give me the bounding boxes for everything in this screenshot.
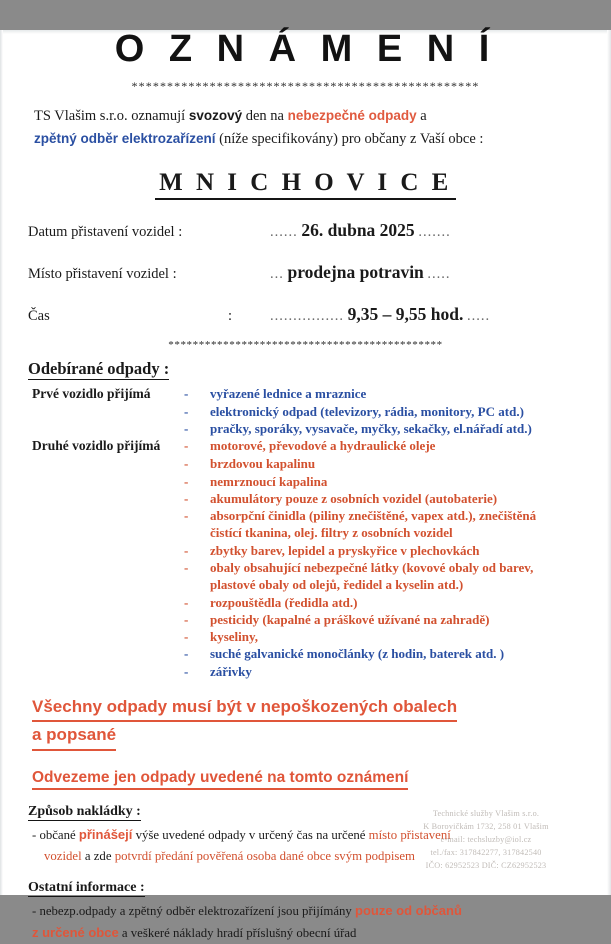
list-dash: -	[184, 542, 189, 558]
intro-emphasis-hazardous: nebezpečné odpady	[287, 107, 417, 123]
field-value-date	[270, 220, 583, 241]
intro-text-1: TS Vlašim s.r.o. oznamují	[34, 107, 186, 124]
waste-item-text: kyseliny,	[210, 629, 259, 645]
field-value-time-text: 9,35 – 9,55 hod.	[347, 303, 464, 324]
waste-row	[32, 559, 583, 594]
waste-item-text: nemrznoucí kapalina	[210, 473, 328, 489]
other-info-emphasis-citizens: pouze od občanů	[355, 903, 462, 919]
other-info-heading	[28, 880, 583, 896]
waste-list	[32, 385, 583, 680]
list-dash: -	[184, 560, 189, 576]
list-dash: -	[184, 456, 189, 472]
waste-row	[32, 385, 583, 403]
intro-emphasis-electro: zpětný odběr elektrozařízení	[34, 131, 216, 147]
waste-item-text: zářivky	[210, 663, 252, 679]
waste-item-text: zbytky barev, lepidel a pryskyřice v plechovkách	[210, 542, 480, 558]
waste-row	[32, 473, 583, 490]
waste-row	[32, 455, 583, 472]
waste-item-line-2: plastové obaly od olejů, ředidel a kyselin atd.)	[210, 577, 464, 593]
waste-row	[32, 628, 583, 645]
waste-row	[32, 507, 583, 542]
field-label-place: Místo přistavení vozidel :	[28, 265, 177, 282]
waste-item-text: elektronický odpad (televizory, rádia, monitory, PC atd.)	[210, 403, 524, 419]
dots-leader-time-after: .....	[466, 307, 491, 324]
waste-section-heading	[28, 359, 583, 379]
waste-item-text: motorové, převodové a hydraulické oleje	[210, 438, 436, 454]
other-info-line-2	[32, 922, 583, 944]
list-dash: -	[184, 508, 189, 524]
waste-item-text	[210, 507, 583, 542]
loading-method-heading-text: Způsob nakládky :	[28, 803, 141, 819]
stamp-ico-dic: IČO: 62952523 DIČ: CZ62952523	[425, 861, 547, 871]
waste-item-text: suché galvanické monočlánky (z hodin, baterek atd. )	[210, 646, 505, 662]
waste-row	[32, 437, 583, 455]
field-colon-time: :	[228, 307, 233, 324]
stamp-email: e-mail: techsluzby@iol.cz	[440, 835, 532, 845]
intro-line-2	[34, 131, 483, 147]
notice-packaging-line-2: a popsané	[32, 722, 116, 751]
dots-leader-time-before: ................	[270, 307, 344, 324]
list-dash: -	[184, 490, 189, 506]
dots-leader-date-after: .......	[418, 223, 451, 240]
star-separator-middle: *********************************************	[168, 338, 443, 351]
list-dash: -	[184, 663, 189, 679]
waste-row	[32, 490, 583, 507]
list-dash: -	[184, 385, 189, 401]
intro-line-1	[34, 105, 577, 128]
waste-item-text: pračky, sporáky, vysavače, myčky, sekačky, el.nářadí atd.)	[210, 421, 532, 437]
waste-item-line-1: obaly obsahující nebezpečné látky (kovové obaly od barev,	[210, 560, 534, 576]
field-label-date: Datum přistavení vozidel :	[28, 223, 183, 240]
loading-emphasis-confirm: potvrdí předání pověřená osoba dané obce svým podpisem	[114, 848, 416, 863]
loading-text-2: výše uvedené odpady v určený čas na určené	[132, 827, 369, 842]
field-row-time	[28, 304, 583, 325]
list-dash: -	[184, 473, 189, 489]
field-row-date	[28, 220, 583, 241]
other-info-heading-text: Ostatní informace :	[28, 880, 145, 896]
loading-emphasis-bring: přinášejí	[78, 826, 133, 842]
village-name	[28, 169, 583, 199]
field-value-date-text: 26. dubna 2025	[301, 219, 415, 240]
stamp-address: K Borovičkám 1732, 258 01 Vlašim	[423, 822, 549, 832]
stamp-phone: tel./fax: 317842277, 317842540	[430, 848, 542, 858]
notice-document-page	[0, 28, 611, 941]
dots-leader-place-after: .....	[427, 265, 451, 282]
field-value-time	[270, 304, 583, 325]
notice-listed-only	[32, 769, 583, 790]
other-info-body	[32, 900, 583, 943]
intro-text-2: den na	[245, 107, 284, 124]
document-title: O Z N Á M E N Í	[114, 28, 497, 70]
star-separator-top: *************************************************	[131, 78, 480, 93]
intro-emphasis-svozovy: svozový	[188, 107, 243, 123]
waste-item-text	[210, 559, 583, 594]
notice-packaging	[32, 694, 583, 751]
field-label-time: Čas	[28, 307, 50, 324]
waste-row	[32, 663, 583, 680]
list-dash: -	[184, 611, 189, 627]
dots-leader-place-before: ...	[270, 265, 284, 282]
intro-text-3: a	[420, 107, 427, 124]
notice-packaging-line-1: Všechny odpady musí být v nepoškozených obalech	[32, 694, 457, 723]
list-dash: -	[184, 594, 189, 610]
waste-row	[32, 403, 583, 420]
notice-listed-only-text: Odvezeme jen odpady uvedené na tomto oznámení	[32, 769, 408, 790]
field-value-place-text: prodejna potravin	[287, 261, 424, 282]
loading-emphasis-place: místo přistavení	[368, 827, 451, 842]
loading-emphasis-vehicle: vozidel	[44, 848, 82, 863]
company-stamp	[397, 808, 575, 873]
waste-item-line-2: čistící tkanina, olej. filtry z osobních vozidel	[210, 525, 453, 541]
intro-text-4: (níže specifikovány) pro občany z Vaší obce :	[219, 131, 484, 148]
intro-paragraph	[34, 105, 577, 152]
list-dash: -	[184, 646, 189, 662]
village-name-text: M N I C H O V I C E	[155, 169, 456, 200]
other-info-text-1: - nebezp.odpady a zpětný odběr elektrozařízení jsou přijímány	[32, 904, 355, 919]
vehicle-1-label: Prvé vozidlo přijímá	[32, 385, 151, 401]
dots-leader-date-before: ......	[270, 223, 298, 240]
document-content	[0, 30, 611, 944]
vehicle-2-label: Druhé vozidlo přijímá	[32, 438, 161, 454]
list-dash: -	[184, 421, 189, 437]
field-value-place	[270, 262, 583, 283]
waste-section-heading-text: Odebírané odpady :	[28, 358, 170, 378]
list-dash: -	[184, 403, 189, 419]
other-info-text-2: a veškeré náklady hradí příslušný obecní úřad	[118, 926, 357, 941]
waste-item-text: brzdovou kapalinu	[210, 456, 316, 472]
waste-row	[32, 594, 583, 611]
waste-item-text: pesticidy (kapalné a práškové užívané na zahradě)	[210, 611, 490, 627]
waste-item-text: vyřazené lednice a mraznice	[210, 385, 367, 401]
stamp-company-name: Technické služby Vlašim s.r.o.	[432, 809, 540, 819]
other-info-emphasis-municipality: z určené obce	[32, 925, 119, 941]
field-row-place	[28, 262, 583, 283]
list-dash: -	[184, 438, 189, 454]
waste-row	[32, 645, 583, 662]
waste-item-text: akumulátory pouze z osobních vozidel (autobaterie)	[210, 490, 498, 506]
waste-item-line-1: absorpční činidla (piliny znečištěné, vapex atd.), znečištěná	[210, 508, 537, 524]
waste-row	[32, 611, 583, 628]
list-dash: -	[184, 629, 189, 645]
loading-text-3: a zde	[81, 848, 115, 863]
waste-row	[32, 420, 583, 437]
waste-row	[32, 542, 583, 559]
waste-item-text: rozpouštědla (ředidla atd.)	[210, 594, 358, 610]
loading-text-1: - občané	[32, 827, 79, 842]
